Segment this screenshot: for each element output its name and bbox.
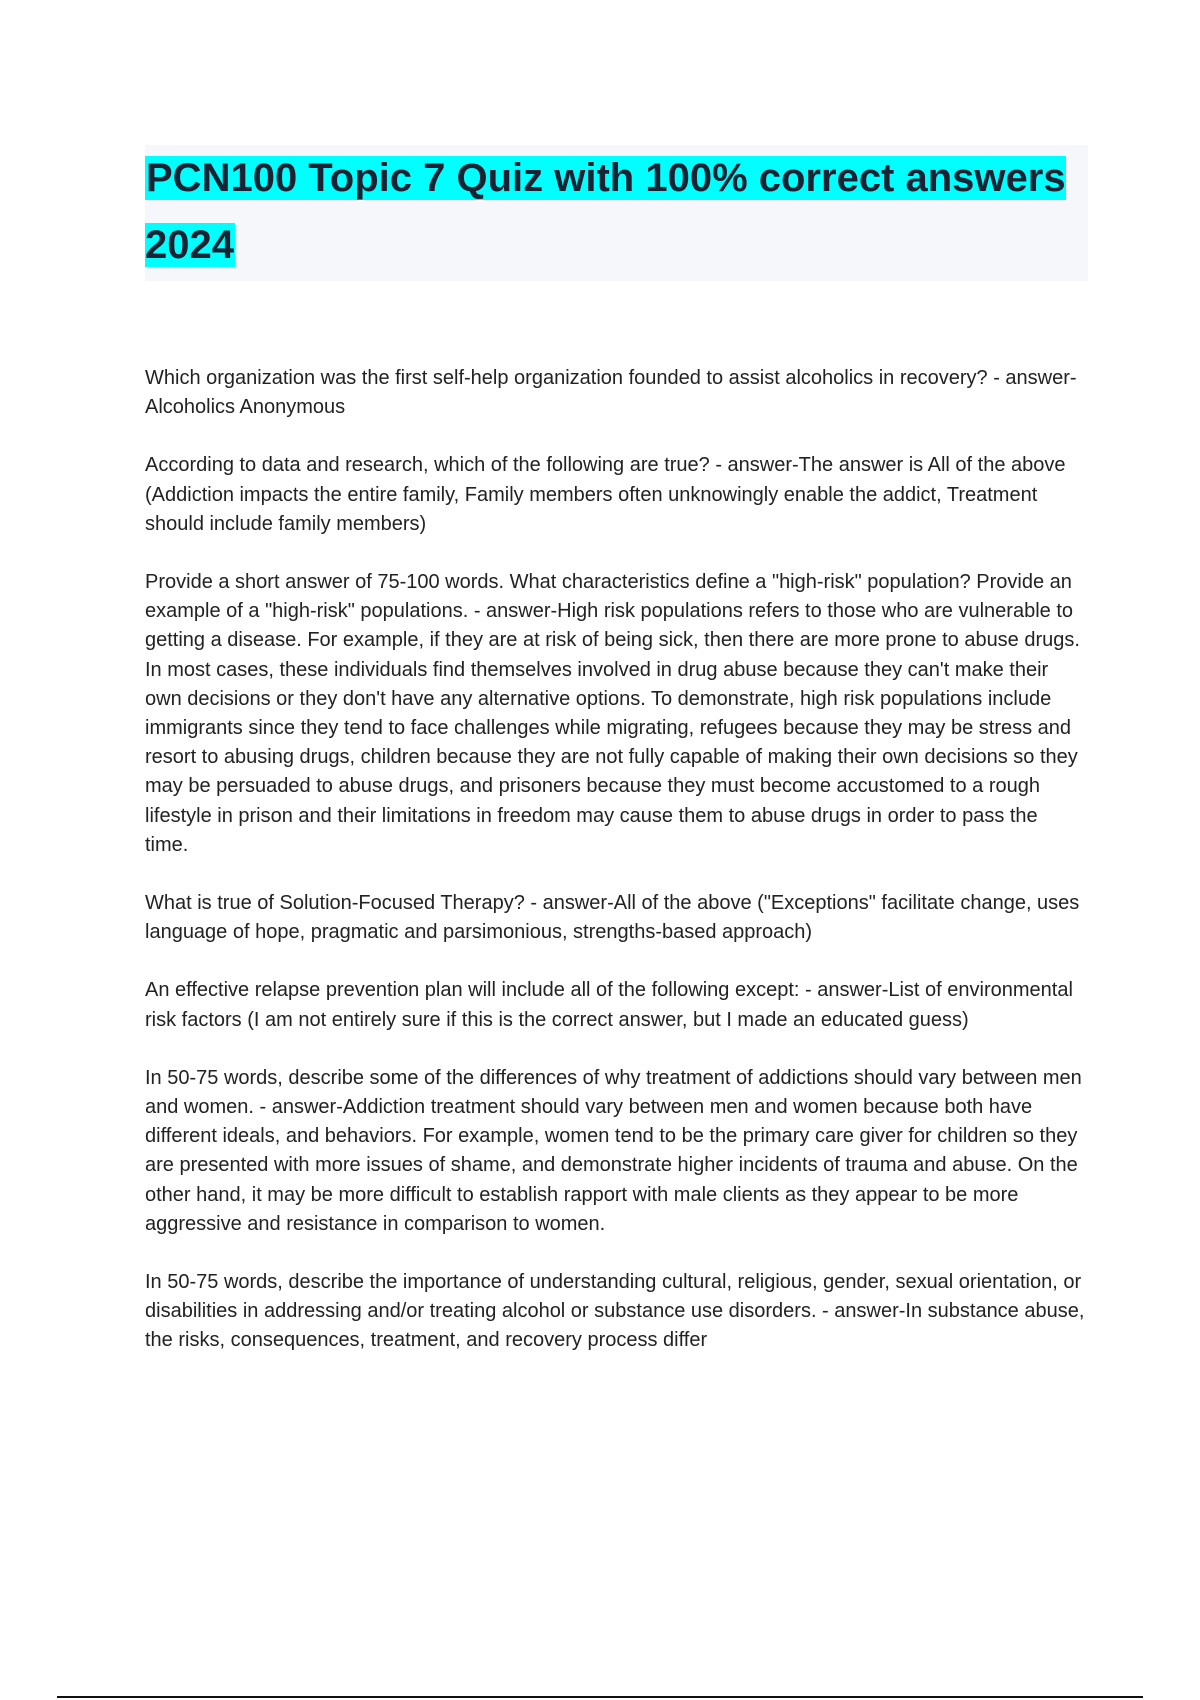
qa-item-1: Which organization was the first self-help organization founded to assist alcoholics in recovery? - answer-Alcoholics Anonymous xyxy=(145,367,1077,419)
qa-item-3: Provide a short answer of 75-100 words. What characteristics define a "high-risk" population? Provide an example of a "high-risk" populations. - answer-High risk populations refers to those who are vulnerable to getting a disease. For example, if they are at risk of being sick, then there are more prone to abuse drugs. In most cases, these individuals find themselves involved in drug abuse because they can't make their own decisions or they don't have any alternative options. To demonstrate, high risk populations include immigrants since they tend to face challenges while migrating, refugees because they may be stress and resort to abusing drugs, children because they are not fully capable of making their own decisions so they may be persuaded to abuse drugs, and prisoners because they must become accustomed to a rough lifestyle in prison and their limitations in freedom may cause them to abuse drugs in order to pass the time. xyxy=(145,571,1080,856)
qa-item-6: In 50-75 words, describe some of the differences of why treatment of addictions should vary between men and women. - answer-Addiction treatment should vary between men and women because both have different ideals, and behaviors. For example, women tend to be the primary care giver for children so they are presented with more issues of shame, and demonstrate higher incidents of trauma and abuse. On the other hand, it may be more difficult to establish rapport with male clients as they appear to be more aggressive and resistance in comparison to women. xyxy=(145,1066,1082,1235)
qa-item-4: What is true of Solution-Focused Therapy? - answer-All of the above ("Exceptions" facilitate change, uses language of hope, pragmatic and parsimonious, strengths-based approach) xyxy=(145,892,1080,944)
qa-item-7: In 50-75 words, describe the importance of understanding cultural, religious, gender, sexual orientation, or disabilities in addressing and/or treating alcohol or substance use disorders. - answer-In substance abuse, the risks, consequences, treatment, and recovery process differ xyxy=(145,1271,1085,1352)
qa-item-5: An effective relapse prevention plan will include all of the following except: - answer-List of environmental risk factors (I am not entirely sure if this is the correct answer, but I made an educated guess) xyxy=(145,979,1073,1031)
qa-item-2: According to data and research, which of the following are true? - answer-The answer is All of the above (Addiction impacts the entire family, Family members often unknowingly enable the addict, Treatment should include family members) xyxy=(145,454,1066,535)
page-title xyxy=(145,145,1088,279)
qa-list xyxy=(145,364,1085,1385)
title-block xyxy=(145,145,1088,281)
footer-divider xyxy=(57,1696,1143,1698)
title-highlight: PCN100 Topic 7 Quiz with 100% correct answers 2024 xyxy=(145,156,1066,267)
